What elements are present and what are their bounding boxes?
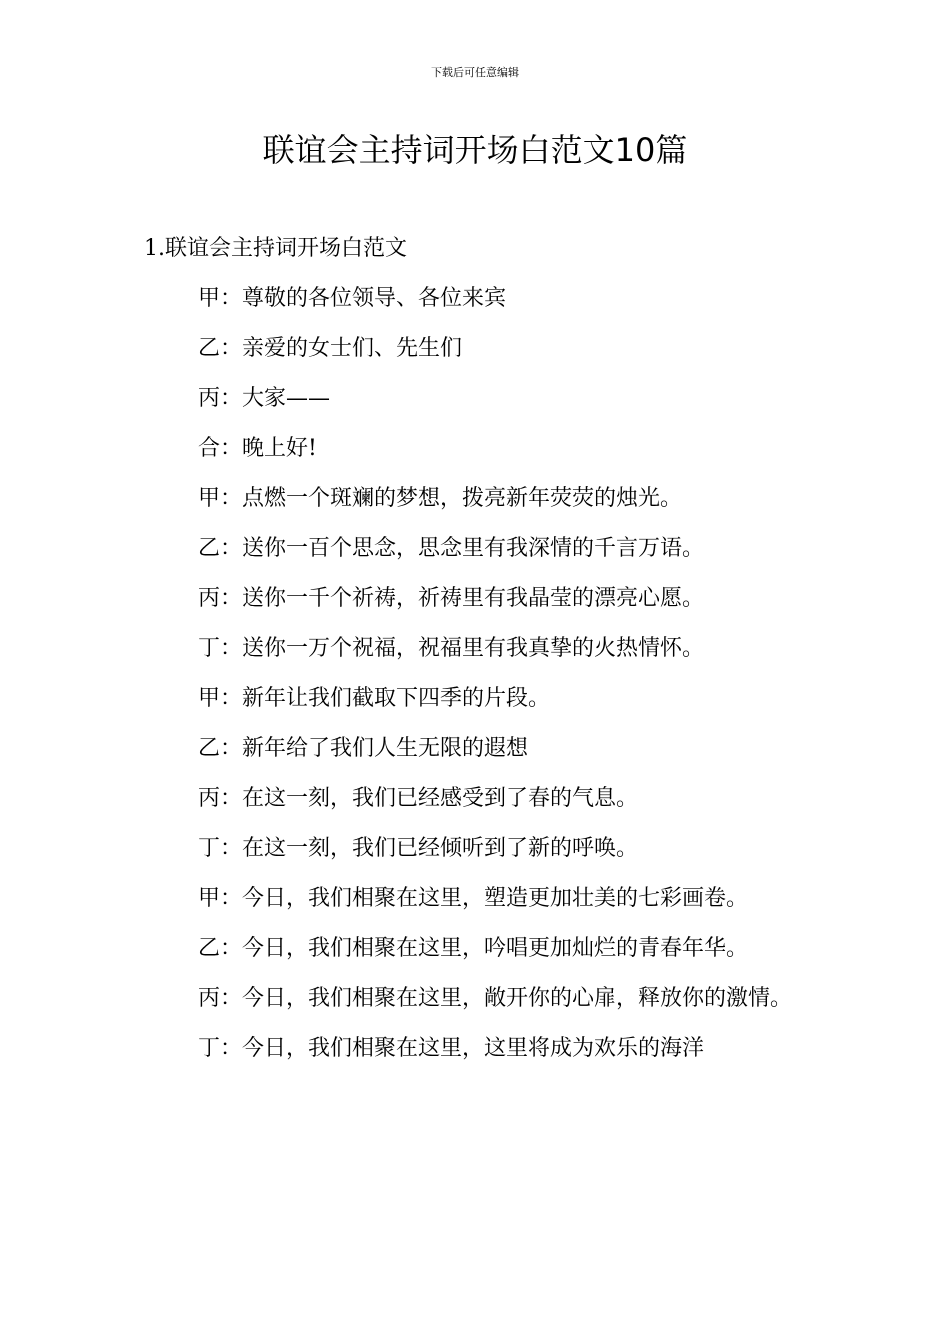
dialogue-line: 乙：新年给了我们人生无限的遐想 [198,736,529,761]
dialogue-line: 丁：今日，我们相聚在这里，这里将成为欢乐的海洋 [198,1036,705,1061]
dialogue-line: 合：晚上好! [198,436,317,461]
dialogue-line: 乙：亲爱的女士们、先生们 [198,336,463,361]
document-body [144,224,806,1074]
dialogue-line: 甲：尊敬的各位领导、各位来宾 [198,286,507,311]
dialogue-line: 丙：大家—— [198,386,331,411]
dialogue-line: 丙：今日，我们相聚在这里，敞开你的心扉，释放你的激情。 [198,986,793,1011]
header-note: 下载后可任意编辑 [431,66,519,79]
dialogue-line: 丙：在这一刻，我们已经感受到了春的气息。 [198,786,639,811]
document-title: 联谊会主持词开场白范文10篇 [262,131,688,169]
dialogue-line: 乙：送你一百个思念，思念里有我深情的千言万语。 [198,536,705,561]
section-heading: 1.联谊会主持词开场白范文 [144,236,407,261]
dialogue-line: 甲：新年让我们截取下四季的片段。 [198,686,551,711]
dialogue-line: 丙：送你一千个祈祷，祈祷里有我晶莹的漂亮心愿。 [198,586,705,611]
dialogue-line: 丁：在这一刻，我们已经倾听到了新的呼唤。 [198,836,639,861]
dialogue-line: 乙：今日，我们相聚在这里，吟唱更加灿烂的青春年华。 [198,936,749,961]
dialogue-line: 甲：今日，我们相聚在这里，塑造更加壮美的七彩画卷。 [198,886,749,911]
dialogue-line: 甲：点燃一个斑斓的梦想，拨亮新年荧荧的烛光。 [198,486,683,511]
dialogue-line: 丁：送你一万个祝福，祝福里有我真挚的火热情怀。 [198,636,705,661]
